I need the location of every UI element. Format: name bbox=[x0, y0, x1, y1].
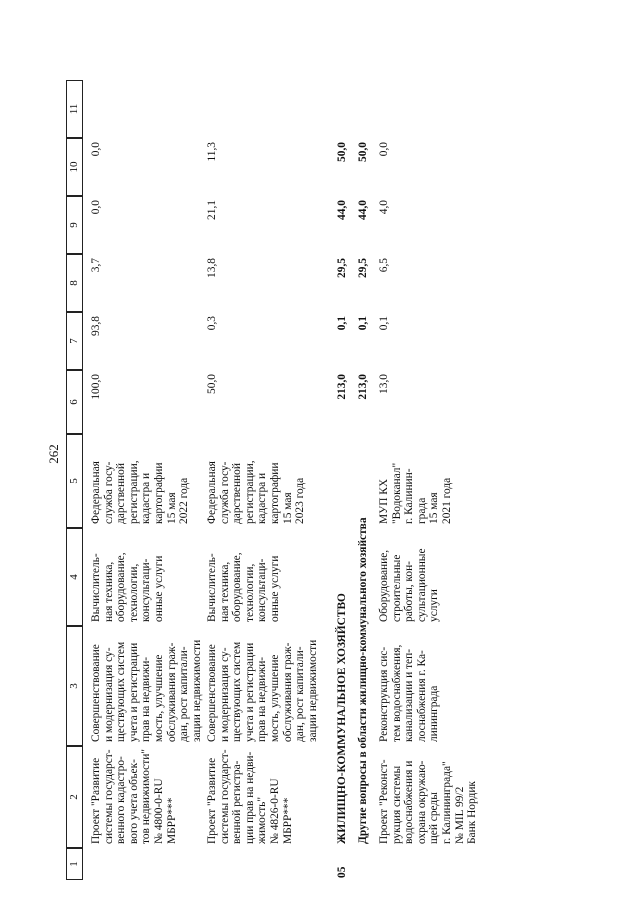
section-col10: 50,0 bbox=[336, 142, 348, 162]
row3-col9: 4,0 bbox=[378, 200, 390, 215]
column-header-8: 8 bbox=[66, 254, 83, 312]
section-col8: 29,5 bbox=[336, 258, 348, 278]
subsection-col6: 213,0 bbox=[357, 374, 369, 400]
subsection-col10: 50,0 bbox=[357, 142, 369, 162]
row3-col10: 0,0 bbox=[378, 142, 390, 157]
row2-purpose: Совершенствование и модернизация су- ществующих систем учета и регистрации прав на недвижи- мость, улучшение обслуживания граж- дан, рост капитали- зации недвижимости bbox=[206, 639, 319, 742]
section-col7: 0,1 bbox=[336, 316, 348, 331]
row2-col8: 13,8 bbox=[206, 258, 218, 278]
column-header-3: 3 bbox=[66, 626, 83, 746]
page-number: 262 bbox=[46, 444, 61, 464]
row2-col10: 11,3 bbox=[206, 142, 218, 162]
subsection-col8: 29,5 bbox=[357, 258, 369, 278]
subsection-col7: 0,1 bbox=[357, 316, 369, 331]
subsection-col9: 44,0 bbox=[357, 200, 369, 220]
row3-col6: 13,0 bbox=[378, 374, 390, 394]
column-header-6: 6 bbox=[66, 370, 83, 434]
row2-col7: 0,3 bbox=[206, 316, 218, 331]
row1-executor: Федеральная служба госу- дарственной регистрации, кадастра и картографии 15 мая 2022 года bbox=[90, 460, 191, 524]
section-title: ЖИЛИЩНО-КОММУНАЛЬНОЕ ХОЗЯЙСТВО bbox=[336, 593, 348, 844]
row3-col7: 0,1 bbox=[378, 316, 390, 331]
rotated-table bbox=[46, 40, 616, 880]
row2-project: Проект "Развитие системы государст- венной регистра- ции прав на недви- жимость" № 4826-0-RU МБРР*** bbox=[206, 749, 294, 844]
column-header-5: 5 bbox=[66, 434, 83, 528]
row3-object: Оборудование, строительные работы, кон- сультационные услуги bbox=[378, 548, 441, 622]
column-header-1: 1 bbox=[66, 848, 83, 880]
row2-col9: 21,1 bbox=[206, 200, 218, 220]
row1-col8: 3,7 bbox=[90, 258, 102, 273]
section-col6: 213,0 bbox=[336, 374, 348, 400]
row1-col9: 0,0 bbox=[90, 200, 102, 215]
row1-object: Вычислитель- ная техника, оборудование, технологии, консультаци- онные услуги bbox=[90, 552, 165, 622]
section-code: 05 bbox=[336, 866, 348, 878]
column-header-11: 11 bbox=[66, 80, 83, 138]
row1-col6: 100,0 bbox=[90, 374, 102, 400]
column-header-10: 10 bbox=[66, 138, 83, 196]
row2-col6: 50,0 bbox=[206, 374, 218, 394]
row2-object: Вычислитель- ная техника, оборудование, технологии, консультаци- онные услуги bbox=[206, 552, 281, 622]
row1-col7: 93,8 bbox=[90, 316, 102, 336]
column-header-4: 4 bbox=[66, 528, 83, 626]
row1-purpose: Совершенствование и модернизация су- ществующих систем учета и регистрации прав на недвижи- мость, улучшение обслуживания граж- дан, рост капитали- зации недвижимости bbox=[90, 639, 203, 742]
row3-col8: 6,5 bbox=[378, 258, 390, 273]
section-col9: 44,0 bbox=[336, 200, 348, 220]
column-header-7: 7 bbox=[66, 312, 83, 370]
row1-project: Проект "Развитие системы государст- венного кадастро- вого учета объек- тов недвижимости" № 4800-0-RU МБРР*** bbox=[90, 749, 178, 844]
row3-purpose: Реконструкция сис- тем водоснабжения, канализации и теп- лоснабжения г. Ка- лининграда bbox=[378, 644, 441, 742]
column-header-9: 9 bbox=[66, 196, 83, 254]
row2-executor: Федеральная служба госу- дарственной регистрации, кадастра и картографии 15 мая 2023 года bbox=[206, 460, 307, 524]
row3-project: Проект "Реконст- рукция системы водоснабжения и охрана окружаю- щей среды г. Калининграда" № MIL 99/2 Банк Нордик bbox=[378, 759, 479, 844]
row1-col10: 0,0 bbox=[90, 142, 102, 157]
row3-executor: МУП КХ "Водоканал" г. Калинин- града 15 мая 2021 года bbox=[378, 462, 453, 524]
subsection-title: Другие вопросы в области жилищно-коммунального хозяйства bbox=[357, 517, 369, 844]
column-header-2: 2 bbox=[66, 746, 83, 848]
